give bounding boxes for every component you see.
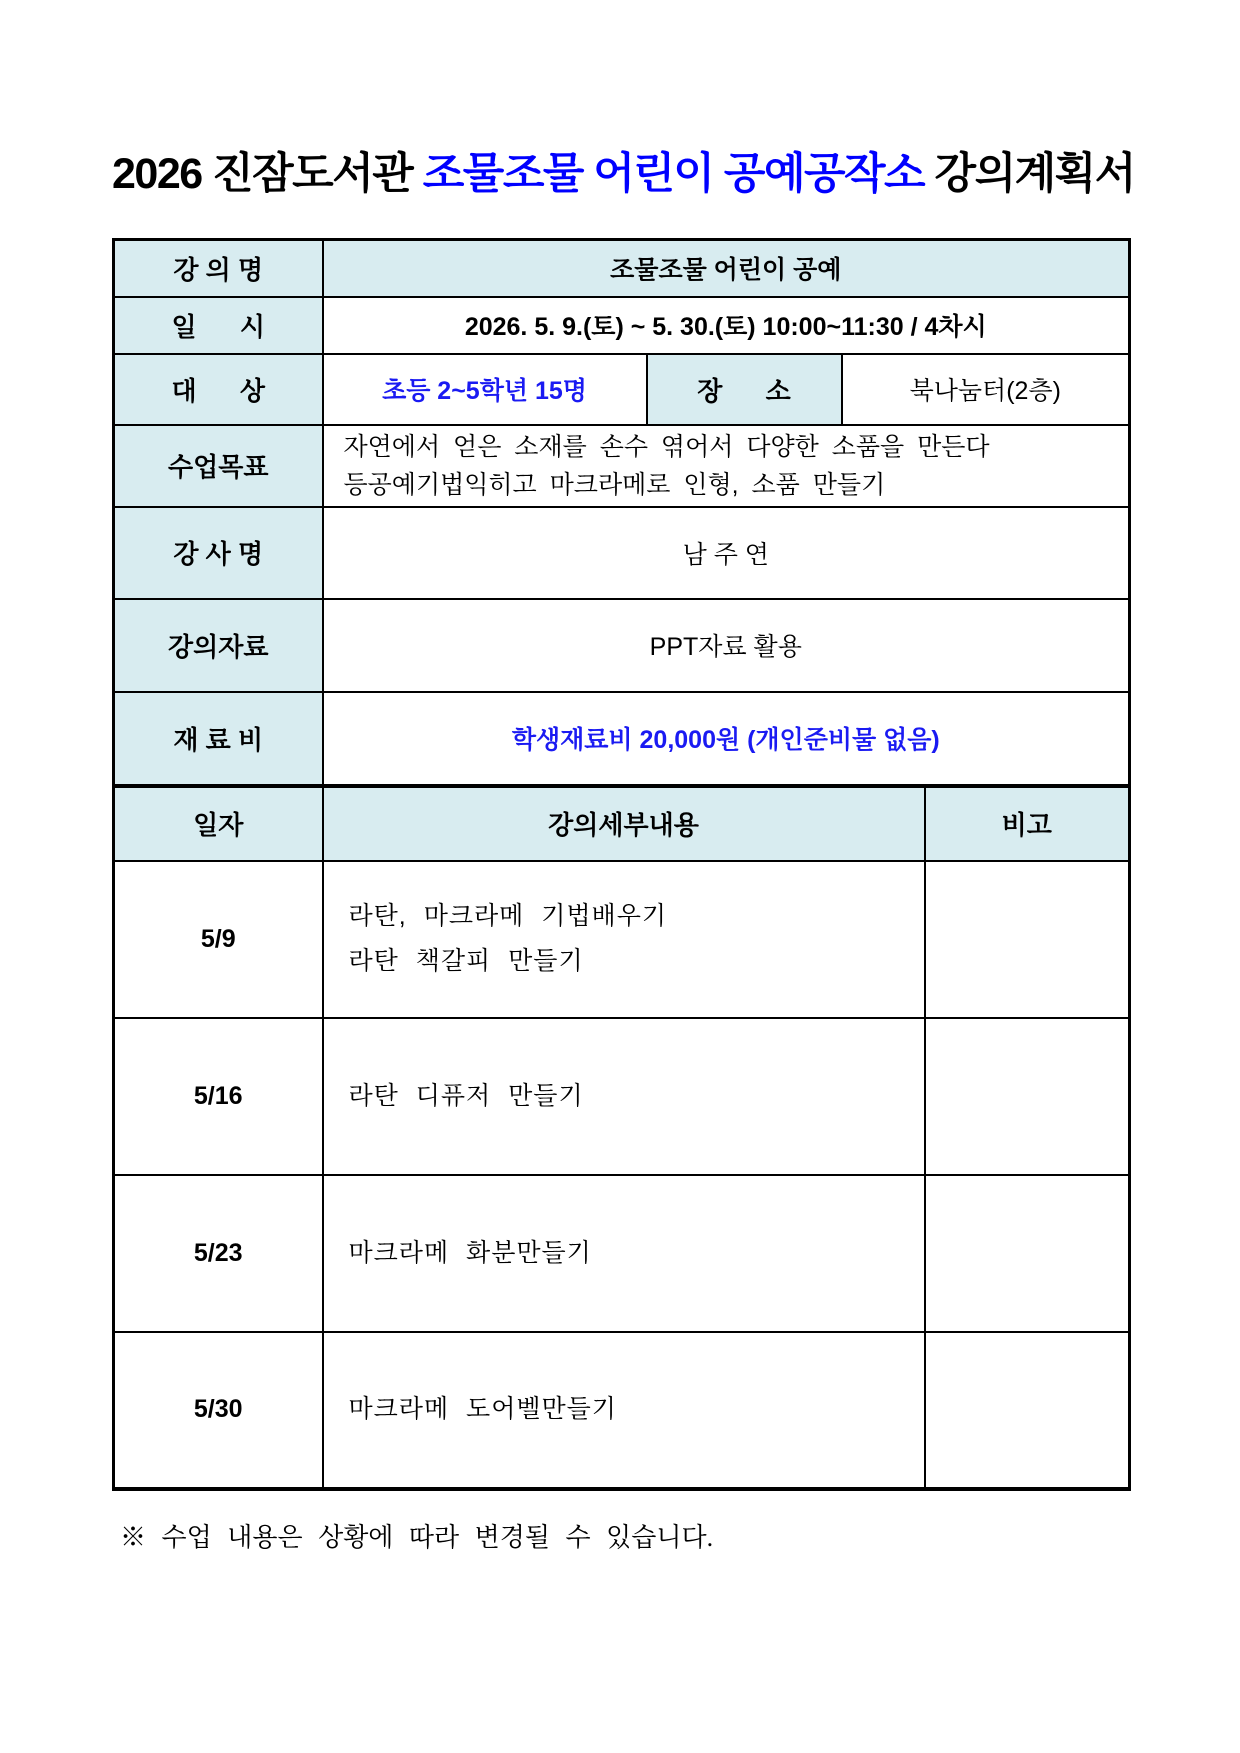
fee-value: 학생재료비 20,000원 (개인준비물 없음) [323,692,1130,784]
schedule-content-3 [323,1175,925,1332]
schedule-row-3 [114,1175,1130,1332]
schedule-row-1 [114,861,1130,1018]
instructor-label: 강 사 명 [114,507,323,599]
datetime-label: 일 시 [114,297,323,354]
schedule-content-2 [323,1018,925,1175]
schedule-content-3-line-1: 마크라메 화분만들기 [348,1238,592,1267]
schedule-note-1 [925,861,1130,1018]
title-highlight: 조물조물 어린이 공예공작소 [422,150,925,198]
schedule-content-2-line-1: 라탄 디퓨저 만들기 [348,1081,584,1110]
row-materials [114,599,1130,692]
title-prefix: 2026 진잠도서관 [112,150,423,198]
row-target-place [114,354,1130,425]
goal-line-1: 자연에서 얻은 소재를 손수 엮어서 다양한 소품을 만든다 [343,432,990,461]
schedule-content-1-line-2: 라탄 책갈피 만들기 [348,947,584,975]
schedule-header-date: 일자 [114,786,323,861]
footnote: ※ 수업 내용은 상황에 따라 변경될 수 있습니다. [120,1522,714,1552]
row-course-name [114,240,1130,297]
schedule-row-2 [114,1018,1130,1175]
schedule-table [112,784,1131,1491]
schedule-content-1-line-1: 라탄, 마크라메 기법배우기 [348,902,667,930]
row-instructor [114,507,1130,599]
title-suffix: 강의계획서 [924,150,1135,198]
page-title [112,148,1135,200]
materials-value: PPT자료 활용 [323,599,1130,692]
course-name-value: 조물조물 어린이 공예 [323,240,1130,297]
schedule-content-4-line-1: 마크라메 도어벨만들기 [348,1395,617,1423]
schedule-date-2: 5/16 [114,1018,323,1175]
schedule-note-2 [925,1018,1130,1175]
document-content [112,0,1135,1554]
goal-label: 수업목표 [114,425,323,507]
goal-value [323,425,1130,507]
schedule-date-4: 5/30 [114,1332,323,1489]
instructor-value: 남 주 연 [323,507,1130,599]
schedule-date-1: 5/9 [114,861,323,1018]
schedule-header-content: 강의세부내용 [323,786,925,861]
schedule-content-1 [323,861,925,1018]
schedule-header-row [114,786,1130,861]
schedule-content-4 [323,1332,925,1489]
schedule-header-note: 비고 [925,786,1130,861]
course-name-label: 강 의 명 [114,240,323,297]
row-datetime [114,297,1130,354]
row-goal [114,425,1130,507]
goal-line-2: 등공예기법익히고 마크라메로 인형, 소품 만들기 [343,470,886,499]
schedule-note-3 [925,1175,1130,1332]
target-label: 대 상 [114,354,323,425]
place-label: 장 소 [647,354,842,425]
fee-label: 재 료 비 [114,692,323,784]
schedule-note-4 [925,1332,1130,1489]
target-value: 초등 2~5학년 15명 [323,354,647,425]
row-fee [114,692,1130,784]
materials-label: 강의자료 [114,599,323,692]
schedule-date-3: 5/23 [114,1175,323,1332]
schedule-row-4 [114,1332,1130,1489]
place-value: 북나눔터(2층) [842,354,1130,425]
course-info-table [112,238,1131,784]
datetime-value: 2026. 5. 9.(토) ~ 5. 30.(토) 10:00~11:30 / 4차시 [323,297,1130,354]
